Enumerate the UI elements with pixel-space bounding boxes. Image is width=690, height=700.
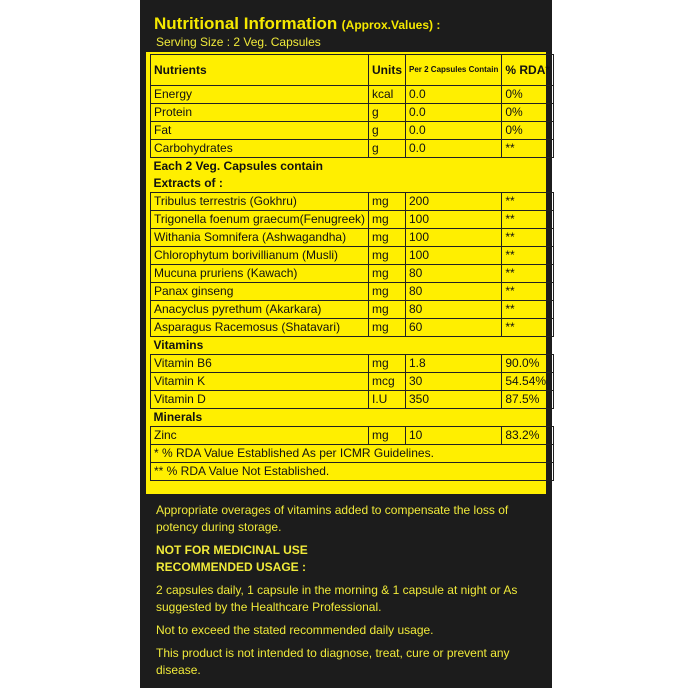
usage-text: 2 capsules daily, 1 capsule in the morning & 1 capsule at night or As suggested by the Healthcare Professional.: [156, 583, 518, 614]
extract-name: Mucuna pruriens (Kawach): [151, 265, 369, 283]
overages-text: Appropriate overages of vitamins added to compensate the loss of potency during storage.: [156, 503, 509, 534]
title: Nutritional Information: [154, 14, 338, 33]
extract-rda: **: [502, 301, 554, 319]
not-medicinal-text: NOT FOR MEDICINAL USE: [156, 543, 308, 557]
section-row: [151, 158, 554, 176]
table-row: [151, 265, 554, 283]
nutrient-name: Carbohydrates: [151, 140, 369, 158]
nutrient-value: 0.0: [406, 86, 502, 104]
vitamin-rda: 87.5%: [502, 391, 554, 409]
disclaimer-text: This product is not intended to diagnose, treat, cure or prevent any disease.: [156, 646, 510, 677]
footnote-row: [151, 463, 554, 481]
header-nutrients: Nutrients: [151, 55, 369, 86]
vitamin-name: Vitamin D: [151, 391, 369, 409]
mineral-name: Zinc: [151, 427, 369, 445]
table-row: [151, 193, 554, 211]
nutrient-name: Protein: [151, 104, 369, 122]
table-row: [151, 140, 554, 158]
nutrient-value: 0.0: [406, 104, 502, 122]
extract-value: 80: [406, 301, 502, 319]
footnote-rda-not-established: ** % RDA Value Not Established.: [151, 463, 554, 481]
extract-name: Tribulus terrestris (Gokhru): [151, 193, 369, 211]
extract-name: Asparagus Racemosus (Shatavari): [151, 319, 369, 337]
table-row: [151, 355, 554, 373]
nutrition-table: [150, 54, 554, 481]
mineral-unit: mg: [369, 427, 406, 445]
table-row: [151, 86, 554, 104]
vitamin-name: Vitamin K: [151, 373, 369, 391]
extract-name: Withania Somnifera (Ashwagandha): [151, 229, 369, 247]
title-row: [154, 14, 440, 34]
header-per-capsules: [406, 55, 502, 86]
nutrient-unit: g: [369, 122, 406, 140]
extract-rda: **: [502, 319, 554, 337]
nutrient-name: Energy: [151, 86, 369, 104]
section-row: [151, 409, 554, 427]
extract-name: Trigonella foenum graecum(Fenugreek): [151, 211, 369, 229]
recommended-usage-heading: RECOMMENDED USAGE :: [156, 560, 307, 574]
vitamin-unit: I.U: [369, 391, 406, 409]
footnote-rda-established: * % RDA Value Established As per ICMR Guidelines.: [151, 445, 554, 463]
nutrient-rda: 0%: [502, 86, 554, 104]
vitamin-name: Vitamin B6: [151, 355, 369, 373]
table-row: [151, 301, 554, 319]
nutrient-unit: g: [369, 140, 406, 158]
vitamin-rda: 90.0%: [502, 355, 554, 373]
extract-value: 100: [406, 229, 502, 247]
extract-unit: mg: [369, 193, 406, 211]
each-capsules-label: Each 2 Veg. Capsules contain: [153, 159, 323, 173]
table-row: [151, 211, 554, 229]
extract-rda: **: [502, 265, 554, 283]
extract-rda: **: [502, 229, 554, 247]
table-row: [151, 427, 554, 445]
vitamin-value: 1.8: [406, 355, 502, 373]
table-row: [151, 104, 554, 122]
extracts-label: Extracts of :: [153, 176, 223, 190]
serving-size: Serving Size : 2 Veg. Capsules: [156, 35, 321, 49]
table-row: [151, 283, 554, 301]
nutrient-value: 0.0: [406, 122, 502, 140]
extract-rda: **: [502, 193, 554, 211]
extract-rda: **: [502, 247, 554, 265]
mineral-value: 10: [406, 427, 502, 445]
extract-unit: mg: [369, 301, 406, 319]
extract-unit: mg: [369, 229, 406, 247]
nutrient-rda: 0%: [502, 122, 554, 140]
vitamin-value: 350: [406, 391, 502, 409]
header-per-capsules-text: Per 2 Capsules Contain: [409, 65, 499, 74]
mineral-rda: 83.2%: [502, 427, 554, 445]
extract-unit: mg: [369, 211, 406, 229]
label-body-text: [156, 502, 546, 685]
extract-unit: mg: [369, 283, 406, 301]
table-row: [151, 122, 554, 140]
vitamin-unit: mcg: [369, 373, 406, 391]
extract-value: 100: [406, 247, 502, 265]
table-row: [151, 229, 554, 247]
extract-unit: mg: [369, 265, 406, 283]
extract-value: 100: [406, 211, 502, 229]
extract-name: Panax ginseng: [151, 283, 369, 301]
nutrient-rda: 0%: [502, 104, 554, 122]
section-row: [151, 175, 554, 193]
table-row: [151, 391, 554, 409]
vitamins-label: Vitamins: [153, 338, 204, 352]
vitamin-unit: mg: [369, 355, 406, 373]
usage-limit-text: Not to exceed the stated recommended daily usage.: [156, 623, 434, 637]
table-row: [151, 319, 554, 337]
extract-value: 200: [406, 193, 502, 211]
nutrient-value: 0.0: [406, 140, 502, 158]
minerals-label: Minerals: [153, 410, 203, 424]
footnote-row: [151, 445, 554, 463]
extract-unit: mg: [369, 319, 406, 337]
extract-rda: **: [502, 283, 554, 301]
vitamin-rda: 54.54%: [502, 373, 554, 391]
table-header-row: [151, 55, 554, 86]
extract-value: 80: [406, 283, 502, 301]
header-units: Units: [369, 55, 406, 86]
title-note: (Approx.Values) :: [341, 18, 441, 32]
vitamin-value: 30: [406, 373, 502, 391]
extract-rda: **: [502, 211, 554, 229]
extract-name: Chlorophytum borivillianum (Musli): [151, 247, 369, 265]
extract-name: Anacyclus pyrethum (Akarkara): [151, 301, 369, 319]
section-row: [151, 337, 554, 355]
nutrient-unit: g: [369, 104, 406, 122]
extract-value: 60: [406, 319, 502, 337]
extract-value: 80: [406, 265, 502, 283]
header-rda: % RDA*: [502, 55, 554, 86]
nutrient-unit: kcal: [369, 86, 406, 104]
table-row: [151, 247, 554, 265]
extract-unit: mg: [369, 247, 406, 265]
table-row: [151, 373, 554, 391]
nutrient-rda: **: [502, 140, 554, 158]
nutrient-name: Fat: [151, 122, 369, 140]
